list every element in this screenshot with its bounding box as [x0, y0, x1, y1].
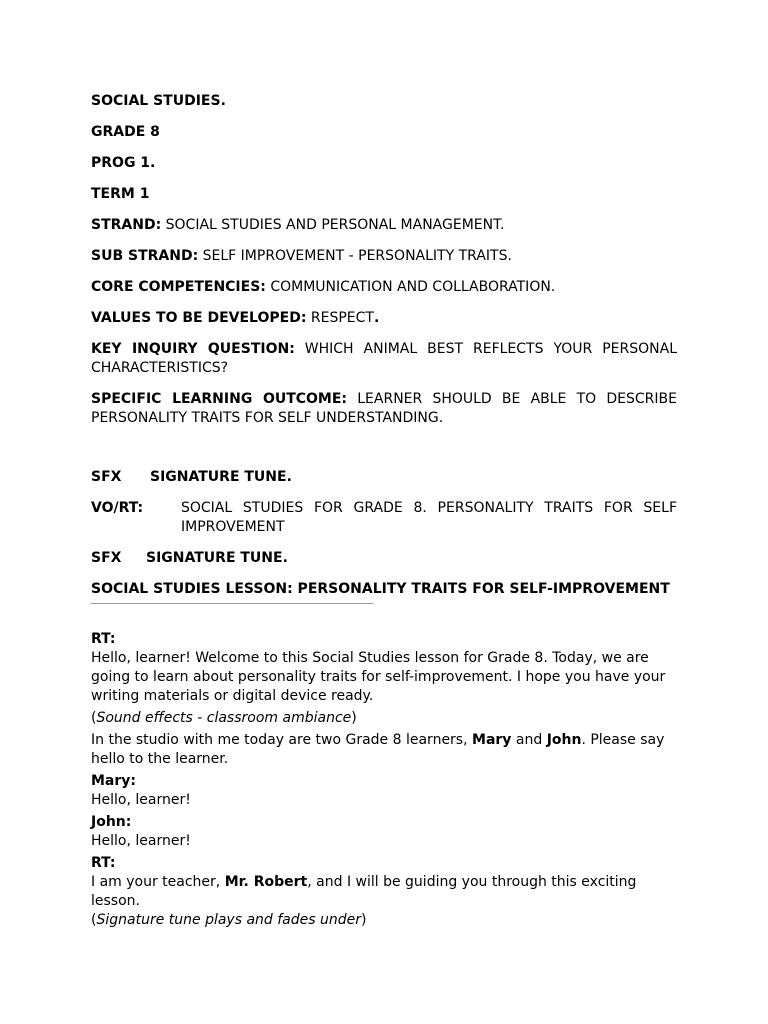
intro-text: In the studio with me today are two Grade 8 learners,	[91, 732, 473, 748]
intro-and: and	[511, 732, 547, 748]
sfx-cue-2	[91, 549, 677, 568]
tune-cue-text: Signature tune plays and fades under	[96, 912, 361, 928]
sfx-cue-1	[91, 468, 677, 487]
spacer	[91, 440, 677, 468]
lesson-script	[91, 630, 677, 930]
core-competencies-label: CORE COMPETENCIES:	[91, 279, 266, 295]
john-line: Hello, learner!	[91, 833, 191, 849]
rt-line-2	[91, 873, 677, 911]
document-content	[91, 92, 677, 930]
values-value: RESPECT	[306, 310, 374, 326]
paren-close: )	[351, 710, 357, 726]
key-inquiry-value: WHICH ANIMAL BEST REFLECTS YOUR PERSONAL CHARACTERISTICS?	[91, 341, 677, 376]
grade-line: GRADE 8	[91, 124, 160, 140]
rt2-text-end: , and I will be guiding you through this exciting lesson.	[91, 874, 637, 909]
values-period: .	[373, 310, 380, 326]
sub-strand-line	[91, 247, 677, 266]
subject-line: SOCIAL STUDIES.	[91, 93, 226, 109]
paren-open: (	[91, 710, 97, 726]
speaker-rt: RT:	[91, 855, 116, 871]
sfx-text: SIGNATURE TUNE.	[146, 550, 288, 566]
specific-learning-outcome	[91, 390, 677, 428]
prog-line: PROG 1.	[91, 155, 156, 171]
strand-line	[91, 216, 677, 235]
teacher-name: Mr. Robert	[224, 874, 308, 890]
speaker-rt: RT:	[91, 631, 116, 647]
values-label: VALUES TO BE DEVELOPED:	[91, 310, 307, 326]
slo-label: SPECIFIC LEARNING OUTCOME:	[91, 391, 348, 407]
slo-value: LEARNER SHOULD BE ABLE TO DESCRIBE PERSONALITY TRAITS FOR SELF UNDERSTANDING.	[91, 391, 677, 426]
key-inquiry-label: KEY INQUIRY QUESTION:	[91, 341, 295, 357]
rt2-text: I am your teacher,	[91, 874, 225, 890]
paren-close: )	[361, 912, 367, 928]
sound-cue	[91, 709, 677, 728]
term-line: TERM 1	[91, 186, 150, 202]
paren-open: (	[91, 912, 97, 928]
vo-rt-cue	[91, 499, 677, 537]
speaker-john: John:	[91, 814, 132, 830]
lesson-title: SOCIAL STUDIES LESSON: PERSONALITY TRAITS FOR SELF-IMPROVEMENT	[91, 581, 670, 597]
divider	[91, 603, 373, 604]
sub-strand-value: SELF IMPROVEMENT - PERSONALITY TRAITS.	[198, 248, 512, 264]
values-line	[91, 309, 677, 328]
sound-cue-text: Sound effects - classroom ambiance	[96, 710, 352, 726]
strand-label: STRAND:	[91, 217, 162, 233]
tune-cue	[91, 911, 677, 930]
sfx-label: SFX	[91, 550, 122, 566]
sfx-label: SFX	[91, 469, 122, 485]
key-inquiry-question	[91, 340, 677, 378]
name-mary: Mary	[472, 732, 512, 748]
intro-line	[91, 731, 677, 769]
name-john: John	[546, 732, 582, 748]
core-competencies-line	[91, 278, 677, 297]
sfx-text: SIGNATURE TUNE.	[150, 469, 292, 485]
rt-line: Hello, learner! Welcome to this Social Studies lesson for Grade 8. Today, we are going to learn about personality traits for self-improvement. I hope you have your writing materials or digital device ready.	[91, 650, 666, 704]
speaker-mary: Mary:	[91, 773, 137, 789]
mary-line: Hello, learner!	[91, 792, 191, 808]
core-competencies-value: COMMUNICATION AND COLLABORATION.	[265, 279, 556, 295]
strand-value: SOCIAL STUDIES AND PERSONAL MANAGEMENT.	[161, 217, 505, 233]
sub-strand-label: SUB STRAND:	[91, 248, 199, 264]
intro-text-end: . Please say hello to the learner.	[91, 732, 665, 767]
vo-rt-text: SOCIAL STUDIES FOR GRADE 8. PERSONALITY TRAITS FOR SELF IMPROVEMENT	[181, 500, 677, 535]
vo-rt-label: VO/RT:	[91, 500, 144, 516]
